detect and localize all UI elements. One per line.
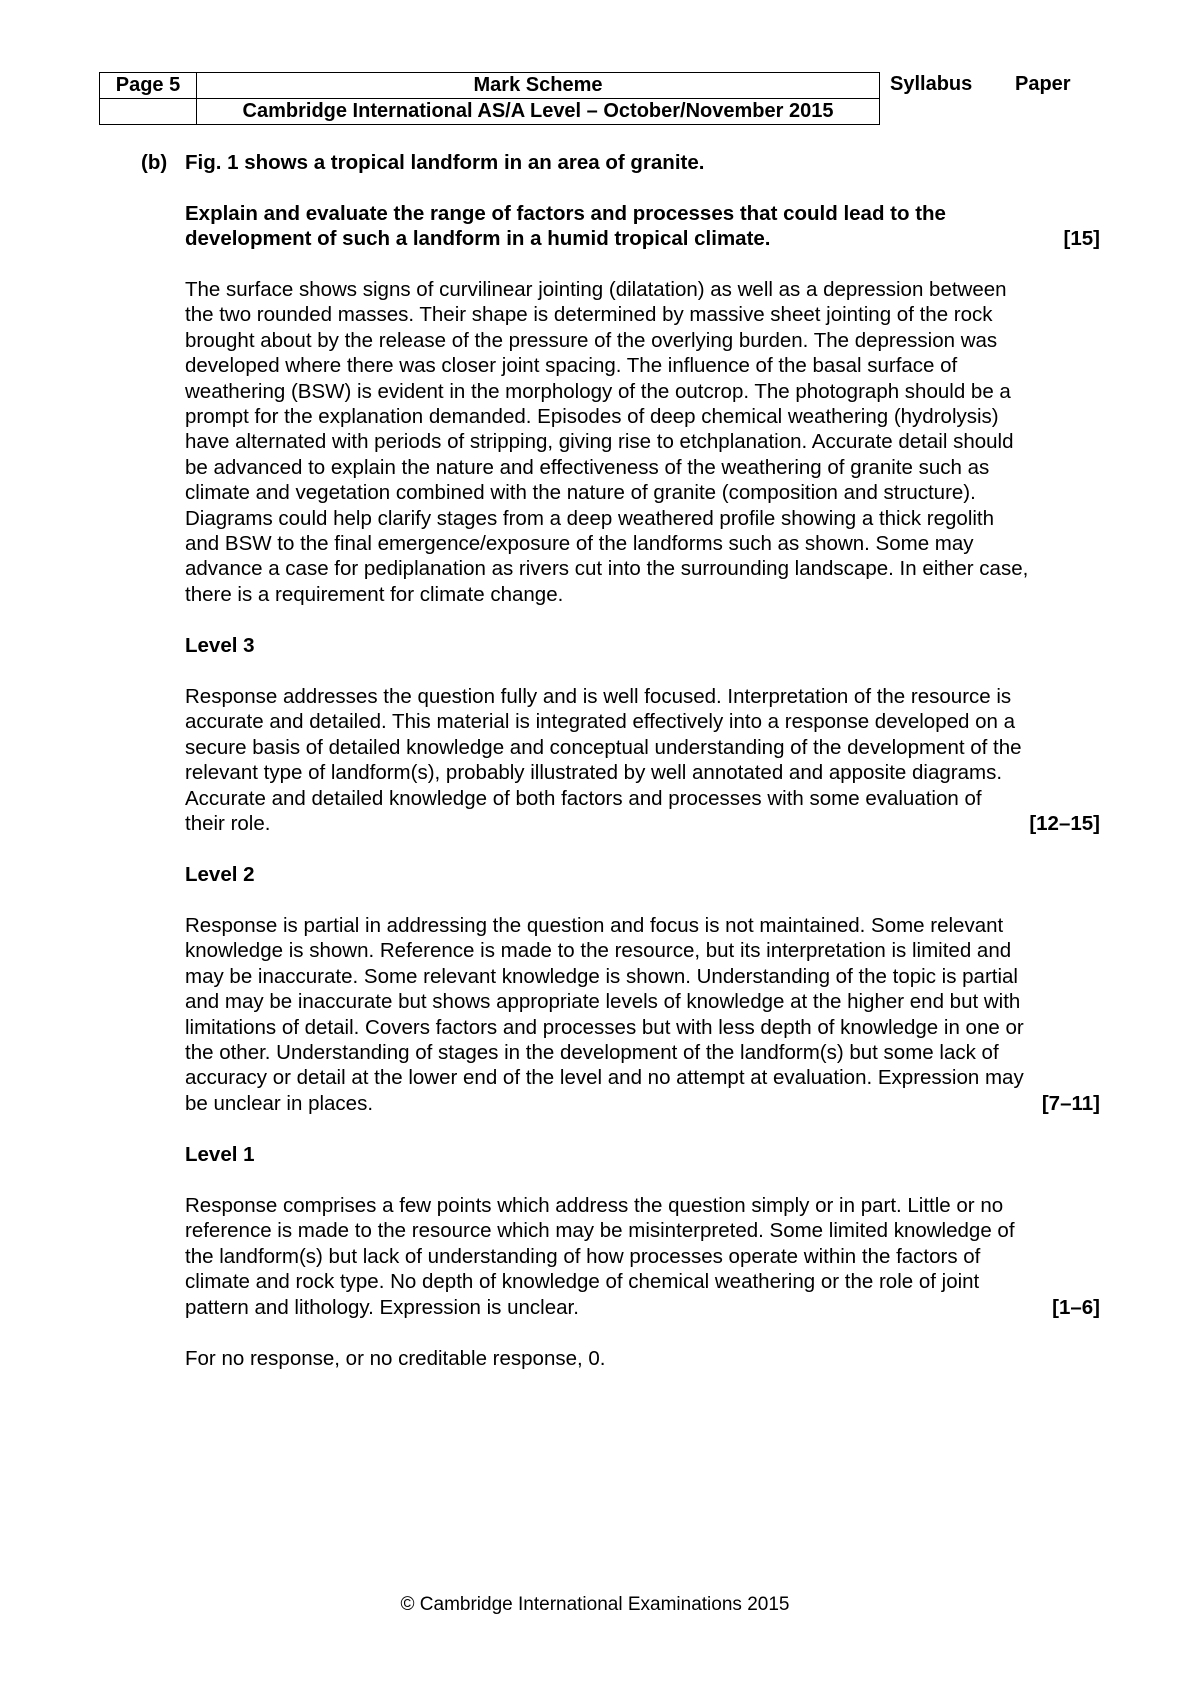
content-line: Diagrams could help clarify stages from a deep weathered profile showing a thick regolith [185,506,995,530]
descriptor-line: secure basis of detailed knowledge and conceptual understanding of the development of the [185,735,1022,759]
level-2-marks: [7–11] [1041,1091,1100,1115]
question-prompt [185,150,1100,175]
descriptor-line: knowledge is shown. Reference is made to the resource, but its interpretation is limited and [185,939,1012,963]
descriptor-line: Response comprises a few points which address the question simply or in part. Little or no [185,1194,1004,1217]
question-marks: [15] [1063,227,1100,251]
header-table [99,72,880,125]
descriptor-line: Response addresses the question fully and is well focused. Interpretation of the resource is [185,685,1012,708]
descriptor-line: accuracy or detail at the lower end of the level and no attempt at evaluation. Expression may [185,1066,1024,1090]
level-1-heading: Level 1 [185,1143,255,1166]
level-1-descriptor [185,1193,1100,1320]
content-line: The surface shows signs of curvilinear jointing (dilatation) as well as a depression between [185,278,1007,301]
question-instruction [185,201,1100,252]
content-line: there is a requirement for climate change. [185,582,564,606]
content-line: climate and vegetation combined with the nature of granite (composition and structure). [185,481,976,505]
content-line: be advanced to explain the nature and effectiveness of the weathering of granite such as [185,455,990,479]
instruction-line: development of such a landform in a humid tropical climate. [185,227,771,251]
descriptor-line: accurate and detailed. This material is integrated effectively into a response developed on a [185,710,1016,734]
instruction-line: Explain and evaluate the range of factors and processes that could lead to the [185,202,946,225]
level-2-descriptor [185,913,1100,1116]
descriptor-line-with-mark [185,1091,1100,1116]
descriptor-line-with-mark [185,811,1100,836]
descriptor-line: Accurate and detailed knowledge of both factors and processes with some evaluation of [185,786,982,810]
descriptor-line: the other. Understanding of stages in the development of the landform(s) but some lack of [185,1041,999,1065]
content-line: the two rounded masses. Their shape is determined by massive sheet jointing of the rock [185,303,993,327]
level-3-marks: [12–15] [1029,812,1100,836]
document-title: Mark Scheme [197,73,880,99]
descriptor-line: relevant type of landform(s), probably illustrated by well annotated and apposite diagrams. [185,761,1003,785]
question-label: (b) [141,151,168,174]
descriptor-line: pattern and lithology. Expression is unclear. [185,1295,579,1319]
page-number: Page 5 [100,73,197,99]
document-subtitle: Cambridge International AS/A Level – October/November 2015 [197,99,880,125]
level-2-heading: Level 2 [185,863,255,886]
descriptor-line-with-mark [185,1295,1100,1320]
content-line: prompt for the explanation demanded. Episodes of deep chemical weathering (hydrolysis) [185,405,999,429]
content-line: have alternated with periods of stripping, giving rise to etchplanation. Accurate detail should [185,430,1014,454]
content-line: weathering (BSW) is evident in the morphology of the outcrop. The photograph should be a [185,379,1011,403]
content-line: and BSW to the final emergence/exposure of the landforms such as shown. Some may [185,532,974,556]
indicative-content [185,277,1100,607]
descriptor-line: and may be inaccurate but shows appropriate levels of knowledge at the higher end but with [185,990,1021,1014]
descriptor-line: climate and rock type. No depth of knowledge of chemical weathering or the role of joint [185,1270,980,1294]
syllabus-label: Syllabus [890,73,973,95]
paper-label: Paper [1015,73,1071,95]
level-3-descriptor [185,684,1100,836]
no-response-note: For no response, or no creditable response, 0. [185,1347,606,1370]
descriptor-line: their role. [185,812,271,836]
content-line: advance a case for pediplanation as rivers cut into the surrounding landscape. In either case, [185,557,1029,581]
descriptor-line: may be inaccurate. Some relevant knowledge is shown. Understanding of the topic is partial [185,964,1018,988]
descriptor-line: the landform(s) but lack of understanding of how processes operate within the factors of [185,1244,981,1268]
copyright-footer: © Cambridge International Examinations 2015 [400,1594,790,1615]
descriptor-line: Response is partial in addressing the question and focus is not maintained. Some relevant [185,914,1004,937]
content-line: developed where there was closer joint spacing. The influence of the basal surface of [185,354,958,378]
level-3-heading: Level 3 [185,634,255,657]
descriptor-line: be unclear in places. [185,1091,374,1115]
descriptor-line: reference is made to the resource which may be misinterpreted. Some limited knowledge of [185,1219,1015,1243]
instruction-line-with-mark [185,226,1100,251]
content-line: brought about by the release of the pressure of the overlying burden. The depression was [185,328,998,352]
descriptor-line: limitations of detail. Covers factors and processes but with less depth of knowledge in one or [185,1015,1024,1039]
level-1-marks: [1–6] [1052,1295,1100,1319]
page-number-empty-cell [100,99,197,125]
question-prompt-text: Fig. 1 shows a tropical landform in an area of granite. [185,151,705,174]
